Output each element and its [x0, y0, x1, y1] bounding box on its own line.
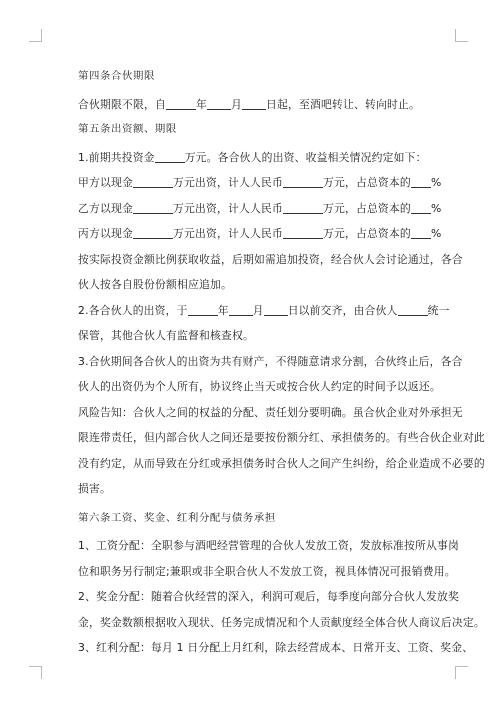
year-blank[interactable]: [166, 98, 196, 110]
party-a-rmb-blank[interactable]: [283, 176, 323, 188]
risk-notice-line-2: 限连带责任，但内部合伙人之间还是要按份额分红、承担债务的。有些合伙企业对此: [78, 431, 485, 444]
joint-property-line-1: 3.合伙期间各合伙人的出资为共有财产，不得随意请求分割，合伙终止后，各合: [78, 354, 463, 368]
profit-share-line-1: 按实际投资金额比例获取收益，后期如需追加投资，经合伙人会讨论通过，各合: [78, 252, 463, 266]
section-4-heading: 第四条合伙期限: [78, 70, 155, 82]
risk-notice-line-1: 风险告知：合伙人之间的权益的分配、责任划分要明确。虽合伙企业对外承担无: [78, 405, 463, 419]
party-c-pct-sign: %: [430, 227, 442, 240]
crop-mark-bottom-left: [29, 666, 42, 679]
bonus-line-1: 2、奖金分配：随着合伙经营的深入，利润可观后，每季度向部分合伙人发放奖: [78, 590, 459, 603]
total-investment-line: [78, 145, 428, 171]
section-5-heading: 第五条出资额、期限: [78, 123, 177, 135]
party-c-line: [78, 221, 442, 247]
party-a-contrib-text: 万元出资，计人人民币: [172, 176, 283, 189]
risk-notice-line-3: 没有约定，从而导致在分红或承担债务时合伙人之间产生纠纷，给企业造成不必要的: [78, 456, 485, 470]
deadline-day-text: 日以前交齐，由合伙人: [287, 303, 398, 317]
party-b-pct-sign: %: [430, 201, 442, 215]
party-a-label: 甲方以现金: [78, 176, 133, 189]
deadline-text: 2.各合伙人的出资，于: [78, 303, 188, 317]
party-c-cash-blank[interactable]: [133, 227, 173, 239]
year-text: 年: [195, 97, 207, 111]
risk-notice-line-4: 损害。: [78, 482, 111, 495]
joint-property-line-2: 伙人的出资仍为个人所有，协议终止当天或按合伙人约定的时间予以返还。: [78, 380, 441, 393]
party-c-rmb-blank[interactable]: [283, 227, 323, 239]
party-a-share-text: 万元，占总资本的: [322, 176, 411, 189]
party-c-share-text: 万元，占总资本的: [322, 227, 411, 240]
party-b-share-text: 万元，占总资本的: [322, 201, 411, 215]
crop-mark-top-right: [455, 29, 468, 42]
party-b-rmb-blank[interactable]: [283, 202, 323, 214]
party-a-pct-sign: %: [430, 176, 442, 189]
crop-mark-top-left: [29, 29, 42, 42]
party-c-label: 丙方以现金: [78, 227, 133, 240]
party-c-pct-blank[interactable]: [411, 227, 431, 239]
salary-line-1: 1、工资分配：全职参与酒吧经营管理的合伙人发放工资，发放标准按所从事岗: [78, 539, 459, 552]
party-c-contrib-text: 万元出资，计人人民币: [172, 227, 283, 240]
investment-amount-blank[interactable]: [155, 151, 185, 163]
party-a-line: [78, 170, 442, 196]
salary-line-2: 位和职务另行制定;兼职或非全职合伙人不发放工资，视具体情况可报销费用。: [78, 564, 456, 578]
day-blank[interactable]: [242, 98, 266, 110]
investment-text: 1.前期共投资金: [78, 150, 155, 164]
party-a-pct-blank[interactable]: [411, 176, 431, 188]
party-b-cash-blank[interactable]: [133, 202, 173, 214]
deadline-month-blank[interactable]: [229, 304, 253, 316]
bonus-line-2: 金，奖金数额根据收入现状、任务完成情况和个人贡献度经全体合伙人商议后决定。: [78, 615, 485, 629]
contribution-deadline-line: [78, 298, 450, 324]
deadline-year-text: 年: [217, 303, 229, 317]
custodian-text: 统一: [427, 303, 450, 317]
party-a-cash-blank[interactable]: [133, 176, 173, 188]
partnership-term-line: [78, 92, 428, 118]
deadline-year-blank[interactable]: [188, 304, 218, 316]
month-text: 月: [230, 97, 242, 111]
section-6-heading: 第六条工资、奖金、红利分配与债务承担: [78, 511, 276, 524]
party-b-contrib-text: 万元出资，计人人民币: [172, 201, 283, 215]
investment-desc: 万元。各合伙人的出资、收益相关情况约定如下：: [184, 150, 427, 164]
profit-share-line-2: 伙人按各自股份份额相应追加。: [78, 278, 232, 291]
term-text: 合伙期限不限，自: [78, 97, 166, 111]
custody-line: 保管，其他合伙人有监督和核查权。: [78, 329, 254, 342]
deadline-day-blank[interactable]: [264, 304, 288, 316]
term-end-text: 日起，至酒吧转让、转向时止。: [265, 97, 420, 111]
custodian-blank[interactable]: [398, 304, 428, 316]
document-body: [78, 64, 485, 661]
party-b-line: [78, 196, 442, 222]
deadline-month-text: 月: [252, 303, 264, 317]
crop-mark-bottom-right: [455, 666, 468, 679]
month-blank[interactable]: [207, 98, 231, 110]
party-b-pct-blank[interactable]: [411, 202, 431, 214]
dividend-line-1: 3、红利分配：每月 1 日分配上月红利，除去经营成本、日常开支、工资、奖金、: [78, 641, 474, 654]
party-b-label: 乙方以现金: [78, 201, 133, 215]
